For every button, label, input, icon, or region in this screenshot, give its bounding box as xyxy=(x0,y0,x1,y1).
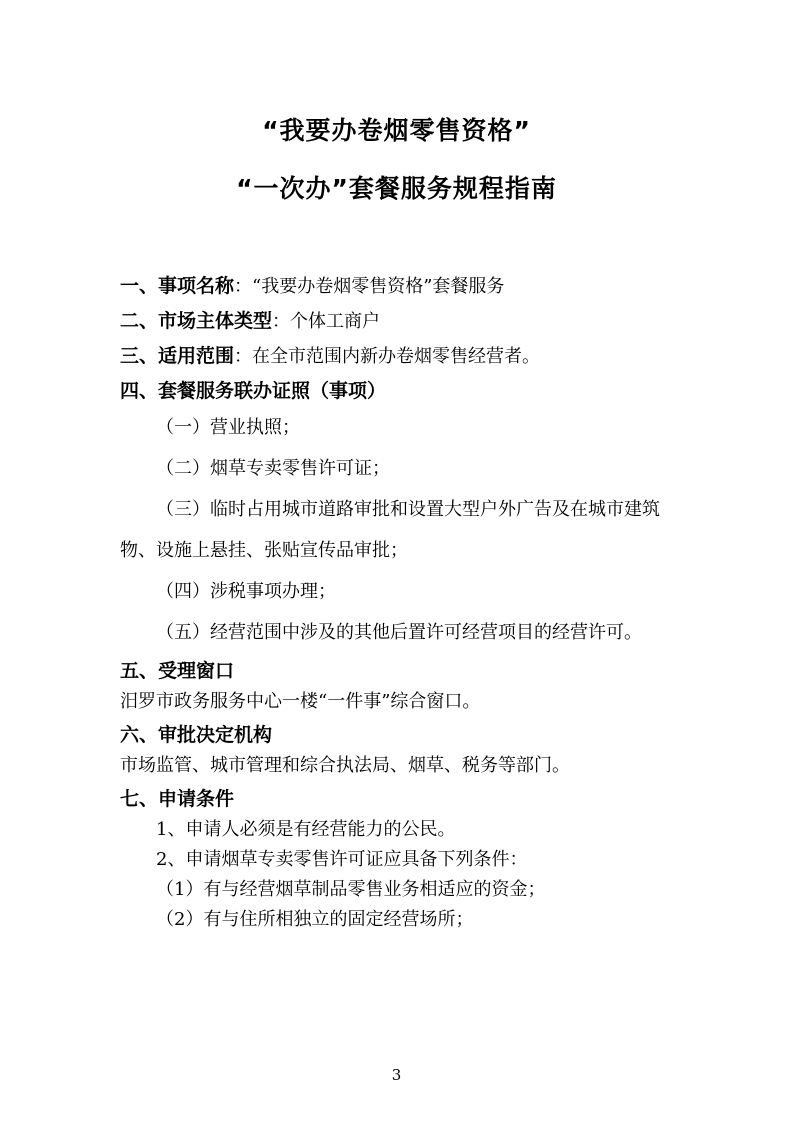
document-body xyxy=(120,270,673,935)
section-heading-4: 四、套餐服务联办证照（事项） xyxy=(120,380,387,402)
section-heading-7: 七、申请条件 xyxy=(120,788,235,810)
section-heading-2-text: ：个体工商户 xyxy=(272,311,381,332)
section-heading-3-label: 三、适用范围 xyxy=(120,345,235,367)
section-7-item-2: 2、申请烟草专卖零售许可证应具备下列条件： xyxy=(156,849,528,870)
section-heading-2-label: 二、市场主体类型 xyxy=(120,310,273,332)
title-line-2: “一次办”套餐服务规程指南 xyxy=(236,174,557,203)
section-heading-3 xyxy=(120,340,673,373)
title-line-1: “我要办卷烟零售资格” xyxy=(262,116,531,145)
section-7-item-4: （2）有与住所相独立的固定经营场所； xyxy=(156,909,474,930)
section-7-item-1: 1、申请人必须是有经营能力的公民。 xyxy=(156,819,456,840)
section-4-item-3: （三）临时占用城市道路审批和设置大型户外广告及在城市建筑物、设施上悬挂、张贴宣传品审批； xyxy=(120,499,660,561)
section-4-item-2: （二）烟草专卖零售许可证； xyxy=(156,458,390,479)
section-heading-1-label: 一、事项名称 xyxy=(120,275,235,297)
section-heading-5: 五、受理窗口 xyxy=(120,660,235,682)
section-4-item-1: （一）营业执照； xyxy=(156,417,300,438)
section-4-item-5: （五）经营范围中涉及的其他后置许可经营项目的经营许可。 xyxy=(156,622,642,643)
page-number: 3 xyxy=(391,1066,402,1084)
section-7-item-3: （1）有与经营烟草制品零售业务相适应的资金； xyxy=(156,879,546,900)
section-heading-3-text: ：在全市范围内新办卷烟零售经营者。 xyxy=(234,346,541,367)
section-heading-6: 六、审批决定机构 xyxy=(120,724,273,746)
section-heading-1-text: ：“我要办卷烟零售资格”套餐服务 xyxy=(234,276,505,297)
section-6-body: 市场监管、城市管理和综合执法局、烟草、税务等部门。 xyxy=(120,755,570,776)
document-title xyxy=(120,102,673,218)
section-heading-1 xyxy=(120,270,673,303)
section-5-body: 汨罗市政务服务中心一楼“一件事”综合窗口。 xyxy=(120,691,481,712)
section-4-item-4: （四）涉税事项办理； xyxy=(156,581,336,602)
section-heading-2 xyxy=(120,305,673,338)
